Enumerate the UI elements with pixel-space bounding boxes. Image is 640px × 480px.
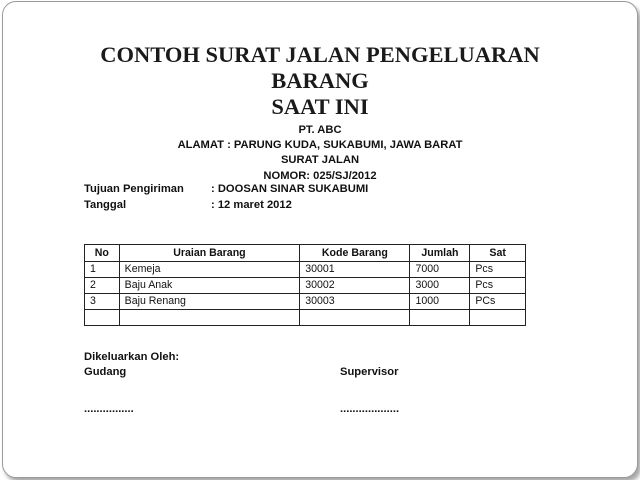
cell-sat: PCs <box>470 294 526 310</box>
cell-uraian: Baju Anak <box>119 278 300 294</box>
table-row <box>85 278 526 294</box>
col-header-uraian: Uraian Barang <box>119 245 300 262</box>
title-line-2: BARANG <box>271 68 369 93</box>
company-name: PT. ABC <box>298 124 342 136</box>
table-row-empty <box>85 310 526 326</box>
col-header-sat: Sat <box>470 245 526 262</box>
col-header-no: No <box>85 245 120 262</box>
cell-sat: Pcs <box>470 278 526 294</box>
table-row <box>85 262 526 278</box>
table-header-row <box>85 245 526 262</box>
cell-no <box>85 310 120 326</box>
cell-kode: 30003 <box>300 294 410 310</box>
tujuan-value: : DOOSAN SINAR SUKABUMI <box>211 183 369 195</box>
cell-sat: Pcs <box>470 262 526 278</box>
cell-jumlah: 3000 <box>410 278 470 294</box>
tanggal-label: Tanggal <box>84 199 127 211</box>
cell-no: 1 <box>85 262 120 278</box>
cell-no: 3 <box>85 294 120 310</box>
supervisor-label: Supervisor <box>340 366 399 378</box>
cell-kode: 30002 <box>300 278 410 294</box>
title-line-1: CONTOH SURAT JALAN PENGELUARAN <box>100 42 540 67</box>
warehouse-signature-line: ................ <box>84 403 134 415</box>
col-header-kode: Kode Barang <box>300 245 410 262</box>
cell-no: 2 <box>85 278 120 294</box>
cell-uraian <box>119 310 300 326</box>
issued-by-label: Dikeluarkan Oleh: <box>84 351 180 363</box>
cell-kode: 30001 <box>300 262 410 278</box>
items-table <box>84 244 526 326</box>
cell-jumlah: 1000 <box>410 294 470 310</box>
tujuan-label: Tujuan Pengiriman <box>84 183 184 195</box>
cell-sat <box>470 310 526 326</box>
document-type: SURAT JALAN <box>280 154 360 167</box>
col-header-jumlah: Jumlah <box>410 245 470 262</box>
supervisor-signature-line: ................... <box>340 403 400 415</box>
table-row <box>85 294 526 310</box>
letter-header <box>0 123 640 184</box>
cell-kode <box>300 310 410 326</box>
cell-uraian: Kemeja <box>119 262 300 278</box>
document-title <box>0 42 640 120</box>
warehouse-label: Gudang <box>84 366 127 378</box>
document-number: NOMOR: 025/SJ/2012 <box>263 169 377 182</box>
company-address: ALAMAT : PARUNG KUDA, SUKABUMI, JAWA BARAT <box>177 139 463 152</box>
cell-jumlah <box>410 310 470 326</box>
tanggal-value: : 12 maret 2012 <box>211 199 292 211</box>
cell-jumlah: 7000 <box>410 262 470 278</box>
cell-uraian: Baju Renang <box>119 294 300 310</box>
title-line-3: SAAT INI <box>271 94 369 119</box>
